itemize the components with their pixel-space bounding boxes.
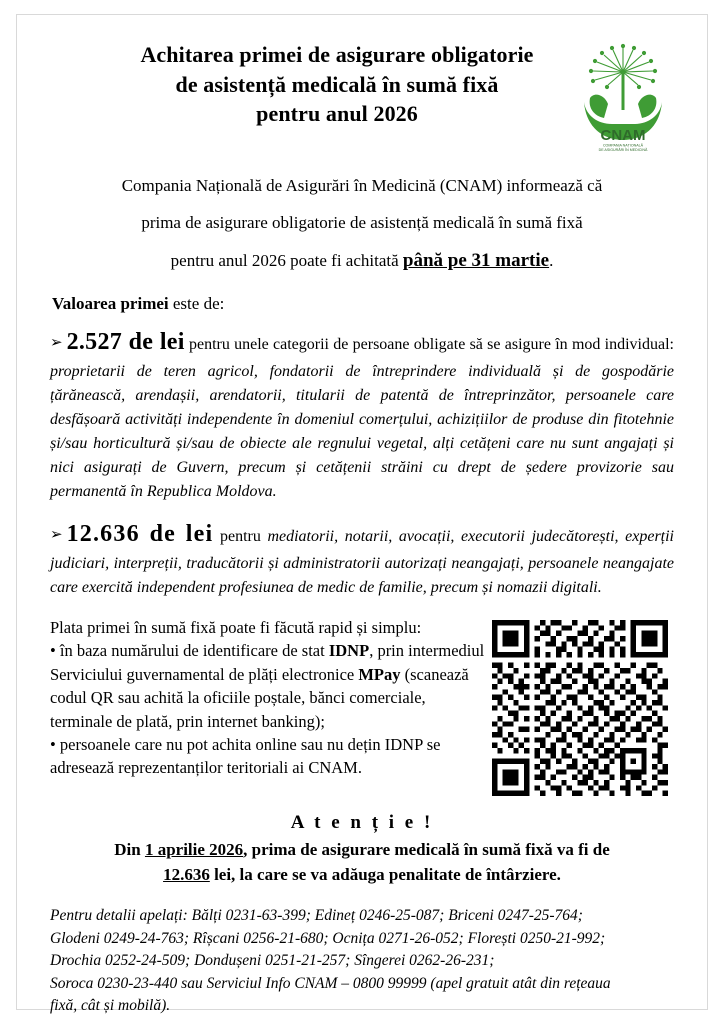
intro-line-1: Compania Națională de Asigurări în Medicină (CNAM) informează că [121,176,603,195]
intro-line-3 [58,241,666,282]
premium-categories-2: mediatorii, notarii, avocații, executorii judecătorești, experții judiciari, interpreții, traducătorii și administratorii autorizați neangajați, persoanele neangajate care exercită independent profesiunea de medic de familie, precum și nomazii digitali. [50,527,675,596]
payment-item-1-part1: • în baza numărului de identificare de stat [50,641,329,661]
intro-line-2: prima de asigurare obligatorie de asistență medicală în sumă fixă [141,212,583,232]
premium-lead-2: pentru [213,527,268,545]
premium-bullet-2 [50,516,674,600]
contacts-line-4: Soroca 0230-23-440 sau Serviciul Info CNAM – 0800 99999 (apel gratuit atât din rețeaua [50,974,611,992]
cnam-logo [564,32,682,152]
premium-categories-1: proprietarii de teren agricol, fondatorii de întreprindere individuală și de gospodărie țărănească, arendașii, arendatorii, titularii de patentă de întreprinzător, persoanele care desfășoară activități independente în domeniul comerțului, achizițiilor de produse din fitotehnie și/sau horticultură și/sau de obiecte ale regnului vegetal, alți cetățeni care nu sunt angajați și nici asigurați de Guvern, precum și cetățenii străini cu drept de ședere provizorie sau permanentă în Republica Moldova. [50,362,674,500]
attention-amount: 12.636 [163,864,210,884]
intro-line-3-suffix: . [549,251,554,271]
payment-item-1 [50,639,485,733]
payment-section [50,616,674,796]
qr-code[interactable] [492,620,668,796]
logo-subtitle-line2: DE ASIGURĂRI ÎN MEDICINĂ [598,148,648,152]
logo-subtitle-line1: COMPANIA NAȚIONALĂ [602,143,644,148]
intro-paragraph [50,168,674,282]
intro-line-3-prefix: pentru anul 2026 poate fi achitată [170,251,403,271]
document-content [16,14,708,1018]
attention-line-2 [50,863,674,888]
attention-line-1-prefix: Din [114,839,145,859]
payment-text [50,616,485,780]
title-line-3: pentru anul 2026 [256,101,418,127]
payment-item-1-part3: (scanează codul QR sau achită la oficiile poștale, bănci comerciale, terminale de plată, prin internet banking); [50,664,469,731]
arrow-bullet-icon: ➢ [50,526,63,543]
premium-value-heading [50,294,674,314]
title-line-2: de asistență medicală în sumă fixă [175,71,499,97]
payment-intro: Plata primei în sumă fixă poate fi făcută rapid și simplu: [50,617,422,637]
contacts-block [50,905,674,1017]
contacts-line-3: Drochia 0252-24-509; Dondușeni 0251-21-257; Sîngerei 0262-26-231; [50,952,495,970]
attention-warning [50,838,674,887]
premium-bullet-1 [50,324,674,504]
contacts-line-2: Glodeni 0249-24-763; Rîșcani 0256-21-680; Ocnița 0271-26-052; Florești 0250-21-992; [50,929,606,947]
deadline-emphasis: până pe 31 martie [402,250,550,272]
premium-amount-1: 2.527 de lei [66,328,185,355]
attention-heading: A t e n ț i e ! [290,811,434,833]
contacts-line-5: fixă, cât și mobilă). [50,997,171,1015]
attention-line-2-suffix: lei, la care se va adăuga penalitate de întârziere. [209,864,561,884]
document-header [50,30,674,150]
premium-amount-2: 12.636 de lei [66,520,214,547]
payment-item-2: • persoanele care nu pot achita online sau nu dețin IDNP se adresează reprezentanților teritoriali ai CNAM. [50,735,441,778]
mpay-label: MPay [358,664,401,684]
title-line-1: Achitarea primei de asigurare obligatorie [140,42,534,67]
attention-line-1-suffix: , prima de asigurare medicală în sumă fixă va fi de [243,839,610,859]
premium-value-heading-rest: este de: [168,293,225,313]
payment-item-1-part2: , prin intermediul Serviciului guvernamental de plăți electronice [50,641,485,684]
arrow-bullet-icon: ➢ [50,334,63,351]
contacts-line-1: Pentru detalii apelați: Bălți 0231-63-399; Edineț 0246-25-087; Briceni 0247-25-764; [50,907,583,925]
idnp-label: IDNP [328,641,370,661]
premium-value-heading-bold: Valoarea primei [52,293,169,313]
attention-line-1 [50,838,674,863]
premium-lead-1: pentru unele categorii de persoane obligate să se asigure în mod individual: [184,335,674,353]
attention-date: 1 aprilie 2026 [144,839,244,859]
logo-acronym: CNAM [600,127,646,144]
